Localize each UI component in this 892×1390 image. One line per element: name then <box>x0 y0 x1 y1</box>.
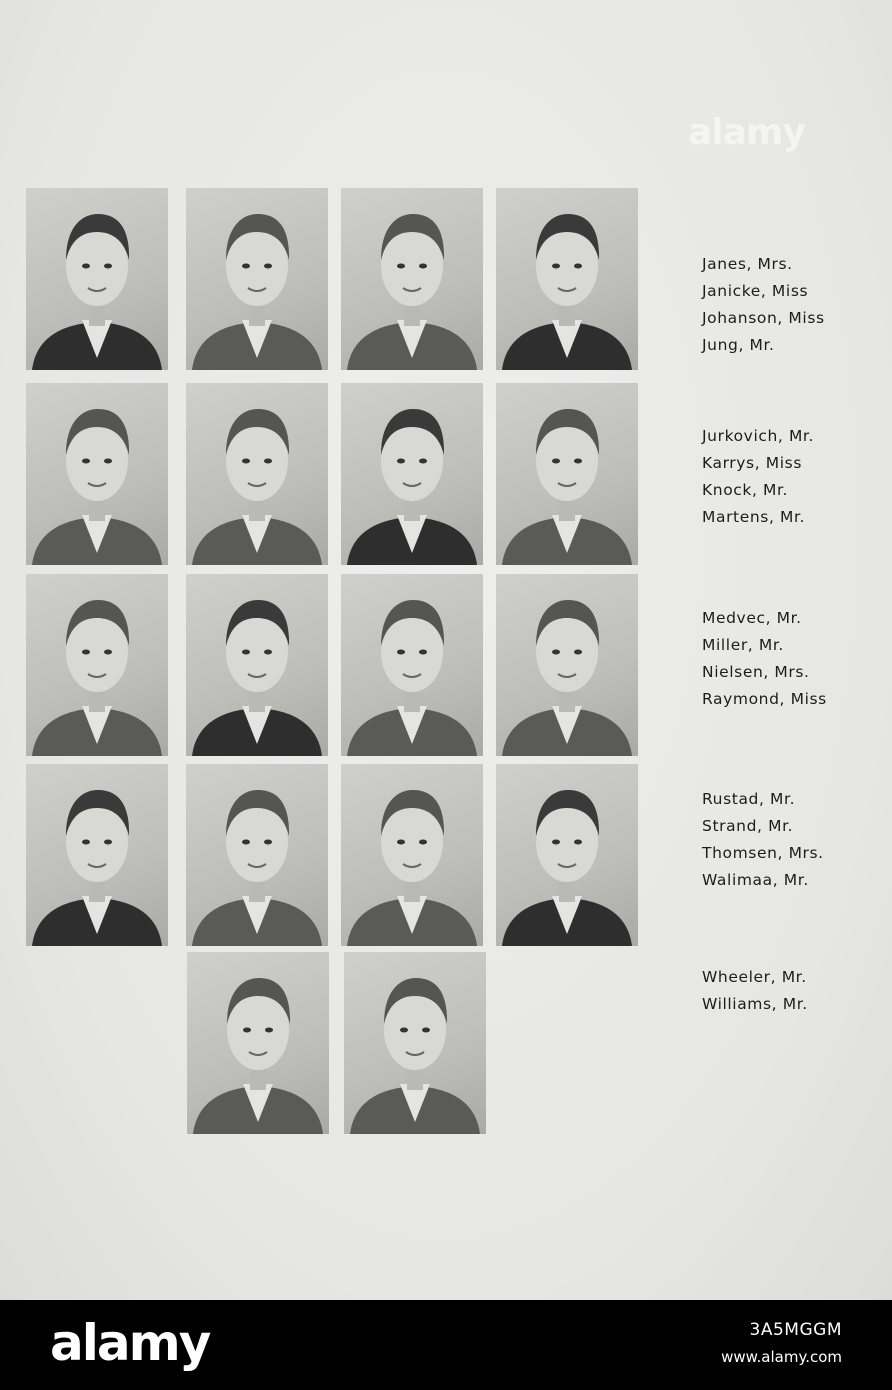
watermark-text: alamy <box>688 112 805 153</box>
site-url: www.alamy.com <box>721 1348 842 1366</box>
name-group-1 <box>702 251 825 359</box>
portrait-photo <box>341 764 483 946</box>
portrait-photo <box>26 764 168 946</box>
portrait-photo <box>344 952 486 1134</box>
name-label: Jung, Mr. <box>702 336 775 354</box>
portrait-photo <box>186 188 328 370</box>
portrait-photo <box>187 952 329 1134</box>
portrait-photo <box>496 574 638 756</box>
image-id: 3A5MGGM <box>749 1320 842 1340</box>
name-label: Karrys, Miss <box>702 454 802 472</box>
name-label: Martens, Mr. <box>702 508 806 526</box>
name-group-5 <box>702 964 808 1018</box>
portrait-photo <box>496 188 638 370</box>
name-label: Medvec, Mr. <box>702 609 802 627</box>
portrait-photo <box>186 574 328 756</box>
portrait-photo <box>496 764 638 946</box>
name-label: Williams, Mr. <box>702 995 808 1013</box>
name-label: Knock, Mr. <box>702 481 789 499</box>
name-label: Walimaa, Mr. <box>702 871 809 889</box>
portrait-photo <box>26 188 168 370</box>
portrait-photo <box>341 188 483 370</box>
name-group-4 <box>702 786 824 894</box>
name-label: Janicke, Miss <box>702 282 809 300</box>
portrait-photo <box>26 383 168 565</box>
name-label: Janes, Mrs. <box>702 255 793 273</box>
portrait-photo <box>496 383 638 565</box>
portrait-photo <box>186 383 328 565</box>
name-label: Johanson, Miss <box>702 309 825 327</box>
name-label: Thomsen, Mrs. <box>702 844 824 862</box>
name-group-3 <box>702 605 827 713</box>
name-group-2 <box>702 423 814 531</box>
portrait-photo <box>186 764 328 946</box>
portrait-photo <box>26 574 168 756</box>
footer-bar <box>0 1300 892 1390</box>
name-label: Raymond, Miss <box>702 690 827 708</box>
name-label: Strand, Mr. <box>702 817 794 835</box>
name-label: Miller, Mr. <box>702 636 784 654</box>
portrait-photo <box>341 383 483 565</box>
brand-logo: alamy <box>50 1314 210 1372</box>
name-label: Wheeler, Mr. <box>702 968 807 986</box>
portrait-photo <box>341 574 483 756</box>
name-label: Rustad, Mr. <box>702 790 796 808</box>
name-label: Nielsen, Mrs. <box>702 663 810 681</box>
name-label: Jurkovich, Mr. <box>702 427 815 445</box>
